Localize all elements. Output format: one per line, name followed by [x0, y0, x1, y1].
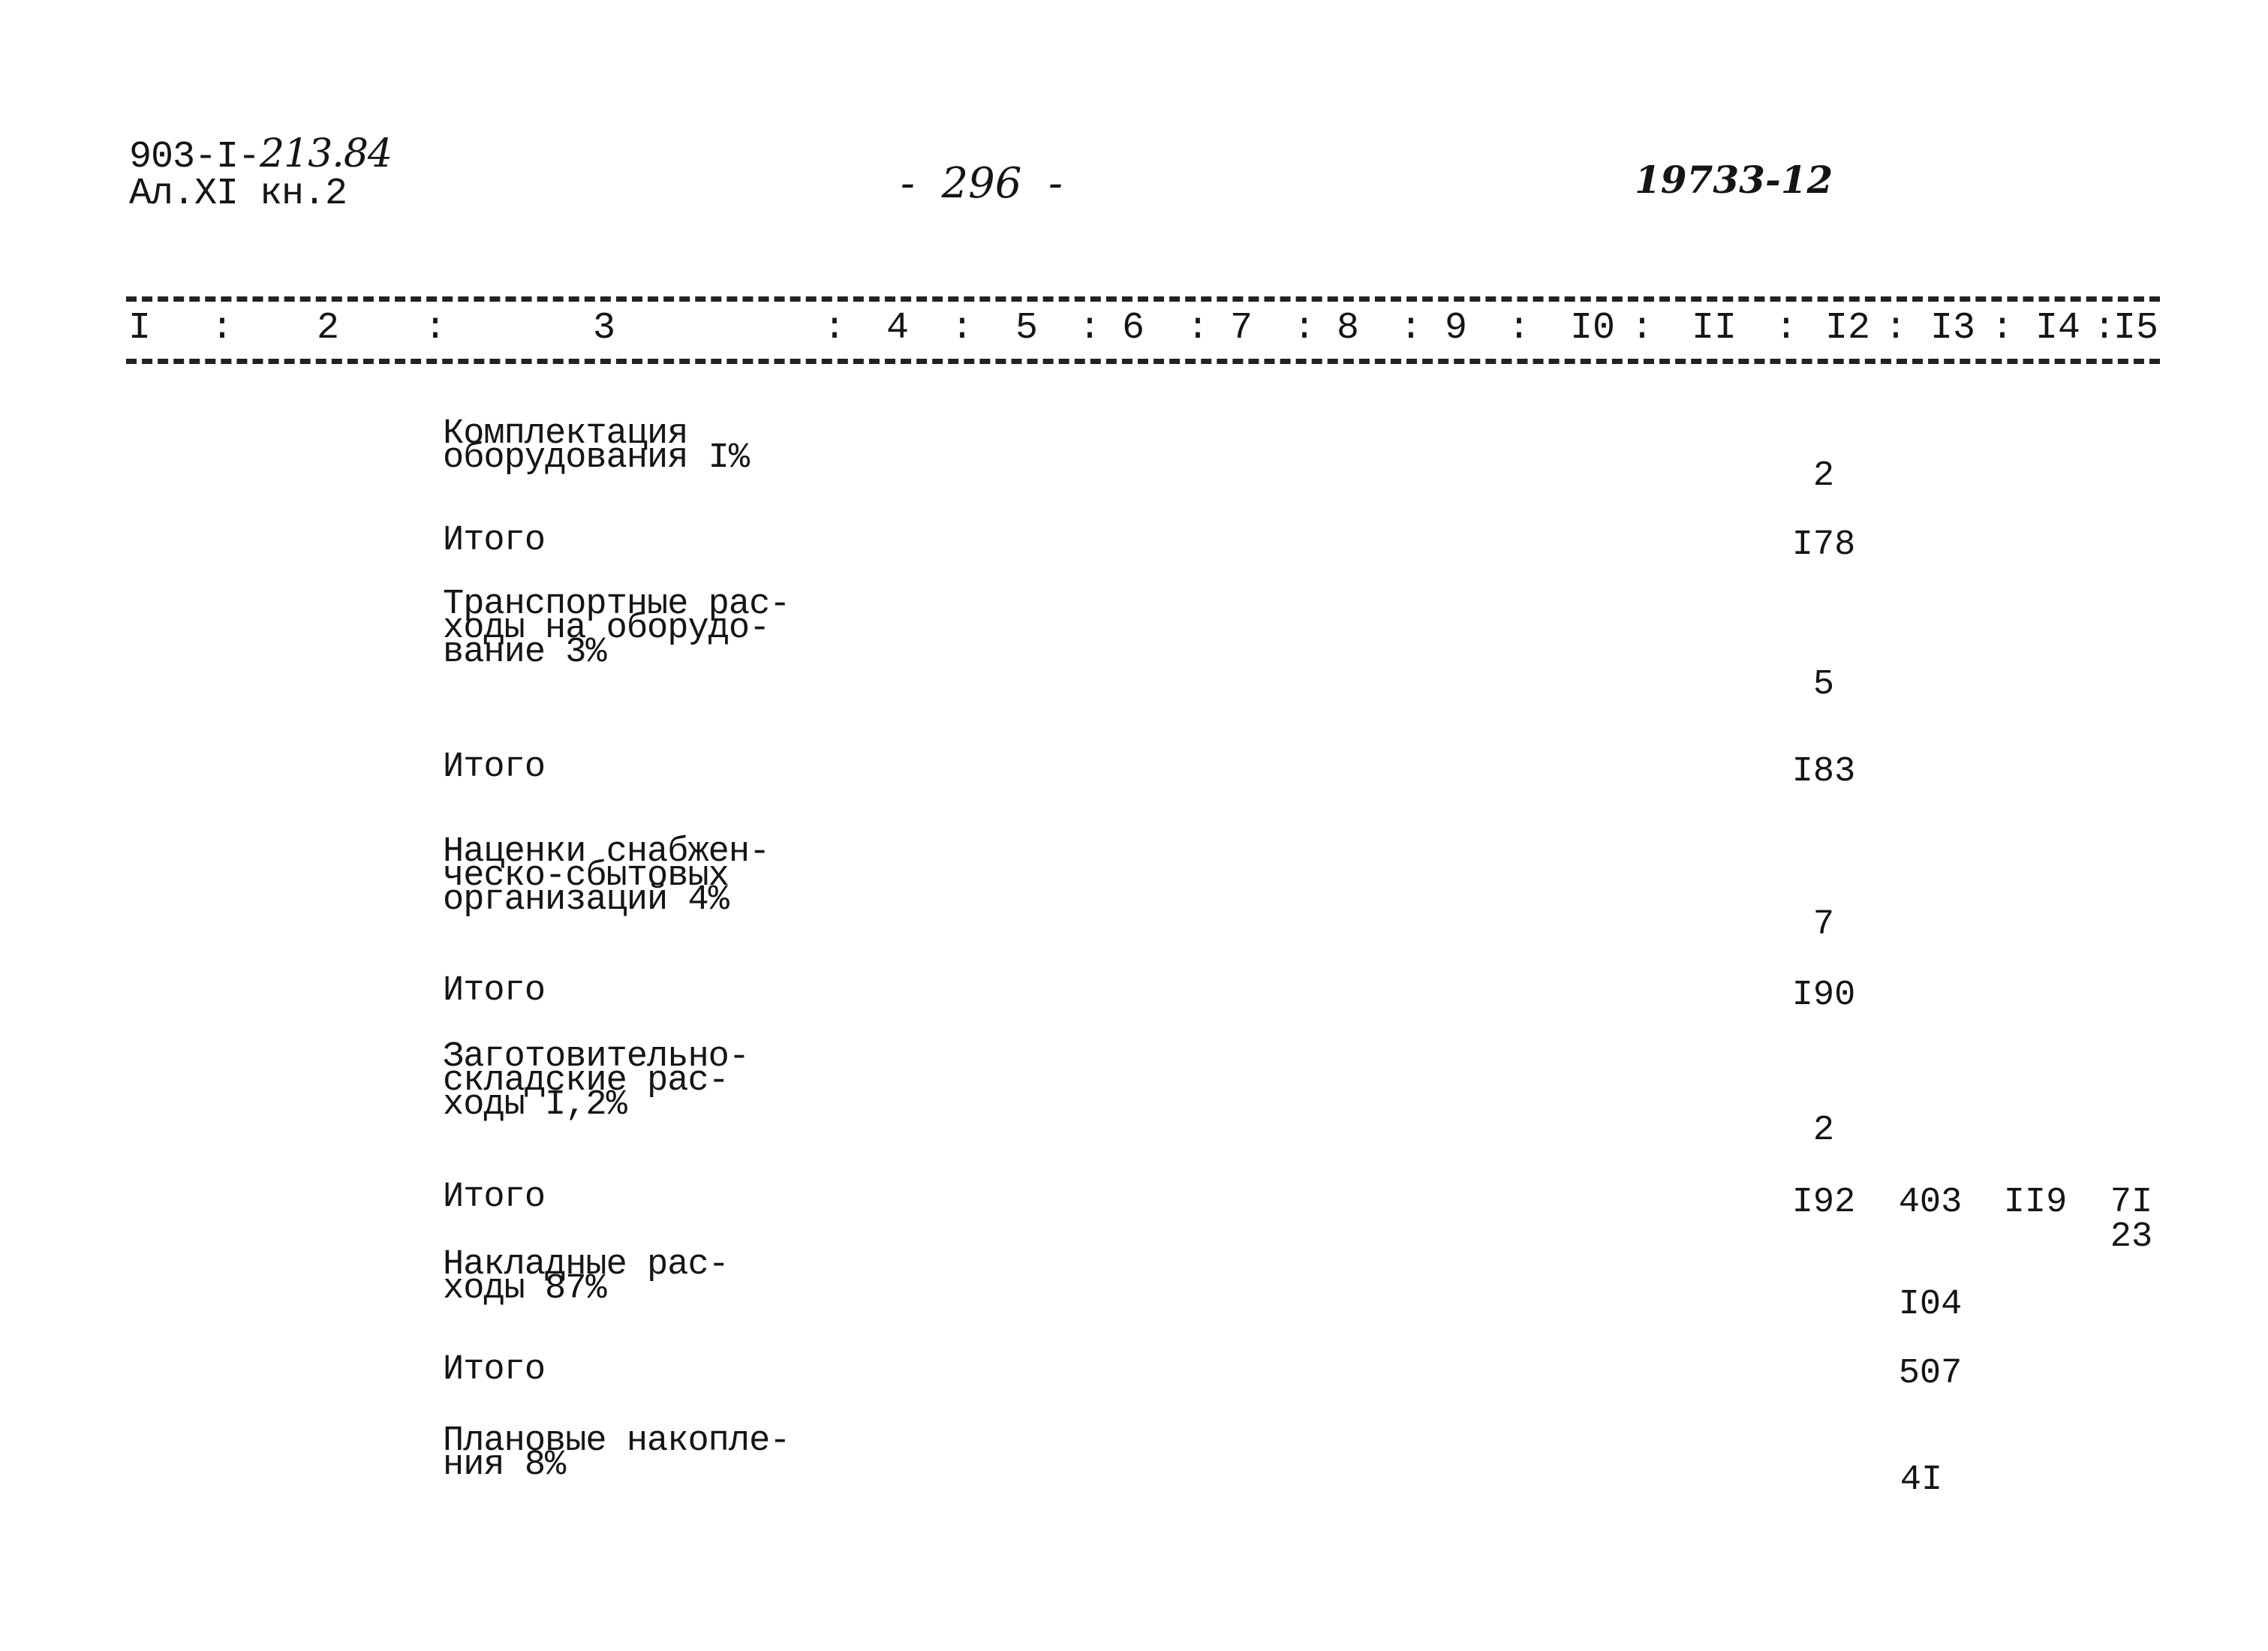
document-number: 19733-12 — [1635, 158, 1833, 202]
row-label: Заготовительно- складские рас- ходы I,2% — [443, 1037, 750, 1125]
column-separator: : — [823, 307, 847, 350]
header-dashed-line-top — [126, 296, 2160, 302]
cell-col12: 5 — [1812, 665, 1835, 705]
cell-col12: 2 — [1812, 456, 1835, 496]
column-number-11: II — [1691, 307, 1737, 350]
row-label: Итого — [443, 971, 546, 1011]
column-separator: : — [1186, 307, 1210, 350]
column-number-15: I5 — [2113, 307, 2159, 350]
column-number-12: I2 — [1824, 307, 1871, 350]
row-label: Плановые накопле- ния 8% — [443, 1421, 790, 1485]
column-separator: : — [1884, 307, 1908, 350]
row-label: Итого — [443, 521, 546, 561]
cell-col13: 4I — [1900, 1460, 1943, 1500]
column-number-8: 8 — [1336, 307, 1360, 350]
cell-col14: II9 — [2003, 1183, 2068, 1222]
column-number-9: 9 — [1444, 307, 1468, 350]
column-number-7: 7 — [1229, 307, 1253, 350]
column-number-13: I3 — [1930, 307, 1976, 350]
cell-col15-second-line: 23 — [2110, 1217, 2153, 1257]
column-number-2: 2 — [316, 307, 340, 350]
column-separator: : — [1630, 307, 1654, 350]
row-label: Транспортные рас- ходы на оборудо- вание 3% — [443, 585, 790, 672]
column-separator: : — [1399, 307, 1423, 350]
cell-col13: 507 — [1898, 1354, 1963, 1394]
column-separator: : — [210, 307, 234, 350]
column-separator: : — [1990, 307, 2014, 350]
cell-col12: I92 — [1791, 1183, 1856, 1222]
cell-col13: 403 — [1898, 1183, 1963, 1222]
column-separator: : — [950, 307, 974, 350]
column-number-1: I — [128, 307, 152, 350]
cell-col12: I83 — [1791, 752, 1856, 792]
cell-col12: I90 — [1791, 976, 1856, 1015]
album-reference: Ал.XI кн.2 — [129, 173, 347, 215]
row-label: Накладные рас- ходы 87% — [443, 1245, 729, 1309]
column-number-5: 5 — [1015, 307, 1039, 350]
column-separator: : — [423, 307, 447, 350]
page-number: - 296 - — [901, 159, 1063, 208]
row-label: Комплектация оборудования I% — [443, 414, 750, 478]
row-label: Итого — [443, 747, 546, 787]
column-separator: : — [1078, 307, 1102, 350]
project-code-prefix: 903-I- — [129, 136, 260, 179]
cell-col15: 7I — [2110, 1183, 2153, 1222]
project-code — [129, 131, 392, 179]
row-label: Наценки снабжен- ческо-сбытовых организаций 4% — [443, 832, 770, 920]
column-separator: : — [1774, 307, 1798, 350]
column-number-10: I0 — [1569, 307, 1616, 350]
column-separator: : — [1292, 307, 1316, 350]
cell-col12: I78 — [1791, 525, 1856, 565]
cell-col12: 7 — [1812, 905, 1835, 945]
row-label: Итого — [443, 1177, 546, 1217]
column-number-6: 6 — [1121, 307, 1145, 350]
column-number-14: I4 — [2035, 307, 2081, 350]
header-dashed-line-bottom — [126, 359, 2160, 364]
project-code-handwritten: 213.84 — [260, 131, 392, 176]
row-label: Итого — [443, 1350, 546, 1390]
column-number-3: 3 — [592, 307, 616, 350]
column-separator: : — [2092, 307, 2116, 350]
cell-col12: 2 — [1812, 1111, 1835, 1150]
column-separator: : — [1507, 307, 1531, 350]
cell-col13: I04 — [1898, 1285, 1963, 1325]
column-number-4: 4 — [886, 307, 910, 350]
